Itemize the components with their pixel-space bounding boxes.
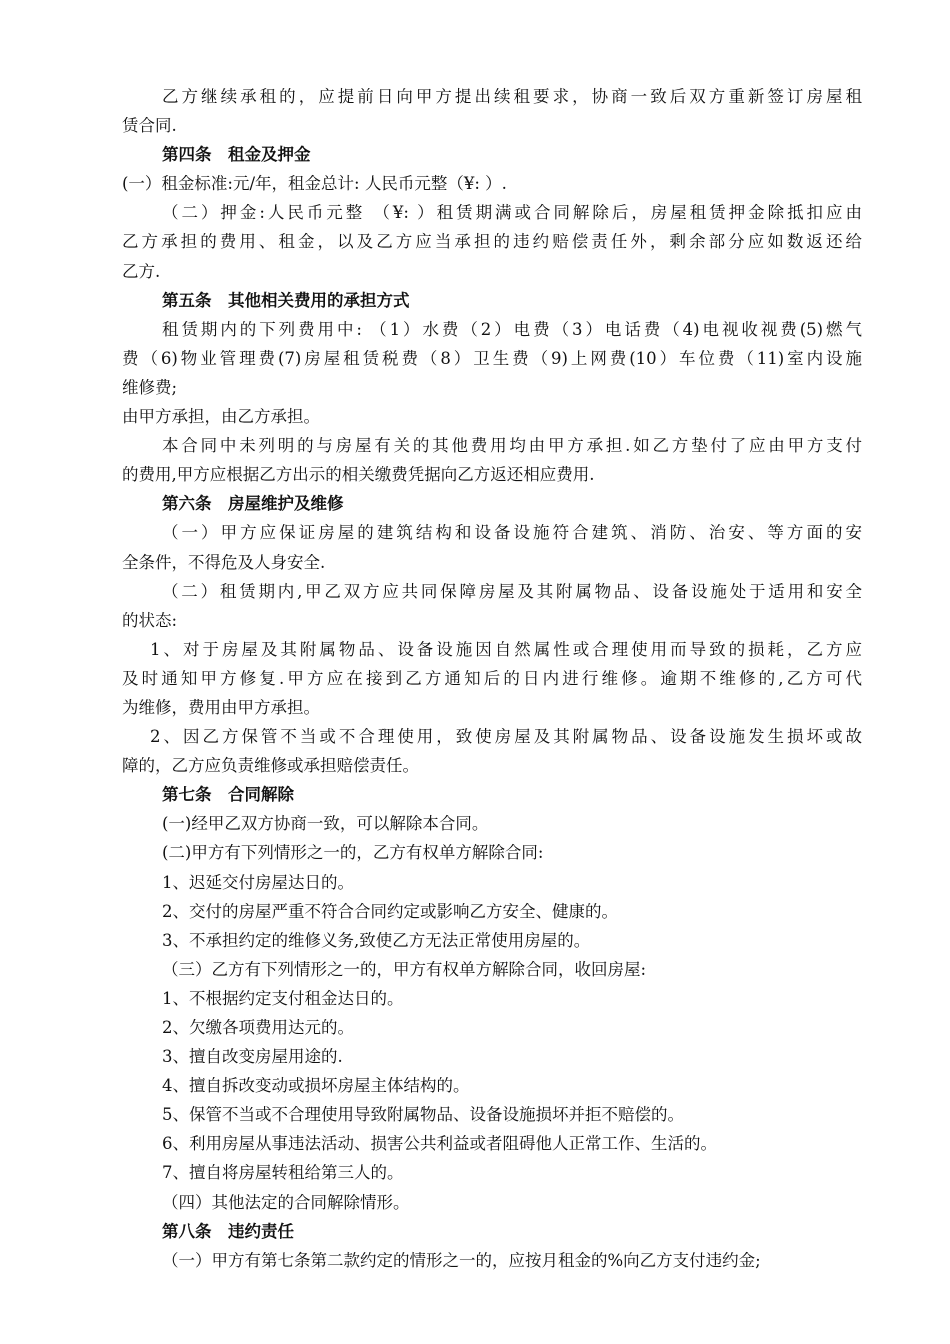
paragraph-line: 3、不承担约定的维修义务,致使乙方无法正常使用房屋的。 [162, 930, 591, 950]
article-heading: 第七条 合同解除 [162, 785, 294, 805]
paragraph-line: 4、擅自拆改变动或损坏房屋主体结构的。 [162, 1076, 470, 1096]
paragraph-line: 2、欠缴各项费用达元的。 [162, 1018, 354, 1037]
paragraph-line: 的状态: [122, 610, 178, 630]
paragraph-line: 2、交付的房屋严重不符合合同约定或影响乙方安全、健康的。 [162, 901, 618, 921]
paragraph-line: 3、擅自改变房屋用途的. [162, 1047, 343, 1067]
article-heading: 第八条 违约责任 [162, 1221, 294, 1241]
paragraph-line: 赁合同. [122, 116, 177, 136]
paragraph-line: （四）其他法定的合同解除情形。 [162, 1192, 410, 1212]
paragraph-line: 7、擅自将房屋转租给第三人的。 [162, 1163, 404, 1183]
paragraph-line: 乙方. [122, 261, 161, 281]
paragraph-line: （二）押金:人民币元整 （¥: ）租赁期满或合同解除后，房屋租赁押金除抵扣应由 [162, 203, 862, 223]
paragraph-line: 1、不根据约定支付租金达日的。 [162, 988, 404, 1008]
paragraph-line: 由甲方承担，由乙方承担。 [122, 407, 320, 427]
article-heading: 第四条 租金及押金 [162, 145, 311, 165]
paragraph-line: 5、保管不当或不合理使用导致附属物品、设备设施损坏并拒不赔偿的。 [162, 1105, 684, 1125]
paragraph-line: (一)经甲乙双方协商一致，可以解除本合同。 [162, 814, 489, 834]
paragraph-line: 障的，乙方应负责维修或承担赔偿责任。 [122, 756, 419, 776]
contract-page-body [122, 84, 862, 1277]
paragraph-line: 1、迟延交付房屋达日的。 [162, 872, 354, 892]
paragraph-line: 乙方继续承租的，应提前日向甲方提出续租要求，协商一致后双方重新签订房屋租 [162, 87, 862, 106]
paragraph-line: 费（6)物业管理费(7)房屋租赁税费（8）卫生费（9)上网费(10）车位费（11)室内设施 [122, 348, 862, 368]
paragraph-line: 的费用,甲方应根据乙方出示的相关缴费凭据向乙方返还相应费用. [122, 465, 595, 485]
paragraph-line: 为维修，费用由甲方承担。 [122, 697, 320, 717]
paragraph-line: 本合同中未列明的与房屋有关的其他费用均由甲方承担.如乙方垫付了应由甲方支付 [162, 436, 862, 456]
paragraph-line: 2、因乙方保管不当或不合理使用，致使房屋及其附属物品、设备设施发生损坏或故 [150, 727, 862, 747]
paragraph-line: （二）租赁期内,甲乙双方应共同保障房屋及其附属物品、设备设施处于适用和安全 [162, 581, 862, 601]
paragraph-line: 维修费; [122, 377, 178, 397]
paragraph-line: (一）租金标准:元/年，租金总计: 人民币元整（¥: ）. [122, 174, 507, 194]
paragraph-line: 6、利用房屋从事违法活动、损害公共利益或者阻碍他人正常工作、生活的。 [162, 1134, 717, 1154]
paragraph-line: 租赁期内的下列费用中: （1）水费（2）电费（3）电话费（4)电视收视费(5)燃气 [162, 319, 862, 339]
paragraph-line: (二)甲方有下列情形之一的，乙方有权单方解除合同: [162, 843, 544, 863]
article-heading: 第六条 房屋维护及维修 [162, 494, 344, 514]
paragraph-line: 全条件，不得危及人身安全. [122, 552, 326, 572]
paragraph-line: （一）甲方应保证房屋的建筑结构和设备设施符合建筑、消防、治安、等方面的安 [162, 523, 862, 543]
article-heading: 第五条 其他相关费用的承担方式 [162, 290, 410, 310]
paragraph-line: 1、对于房屋及其附属物品、设备设施因自然属性或合理使用而导致的损耗，乙方应 [150, 639, 862, 659]
paragraph-line: （一）甲方有第七条第二款约定的情形之一的，应按月租金的%向乙方支付违约金; [162, 1250, 761, 1270]
paragraph-line: 乙方承担的费用、租金，以及乙方应当承担的违约赔偿责任外，剩余部分应如数返还给 [122, 232, 862, 252]
paragraph-line: 及时通知甲方修复.甲方应在接到乙方通知后的日内进行维修。逾期不维修的,乙方可代 [122, 668, 862, 688]
paragraph-line: （三）乙方有下列情形之一的，甲方有权单方解除合同，收回房屋: [162, 959, 647, 979]
